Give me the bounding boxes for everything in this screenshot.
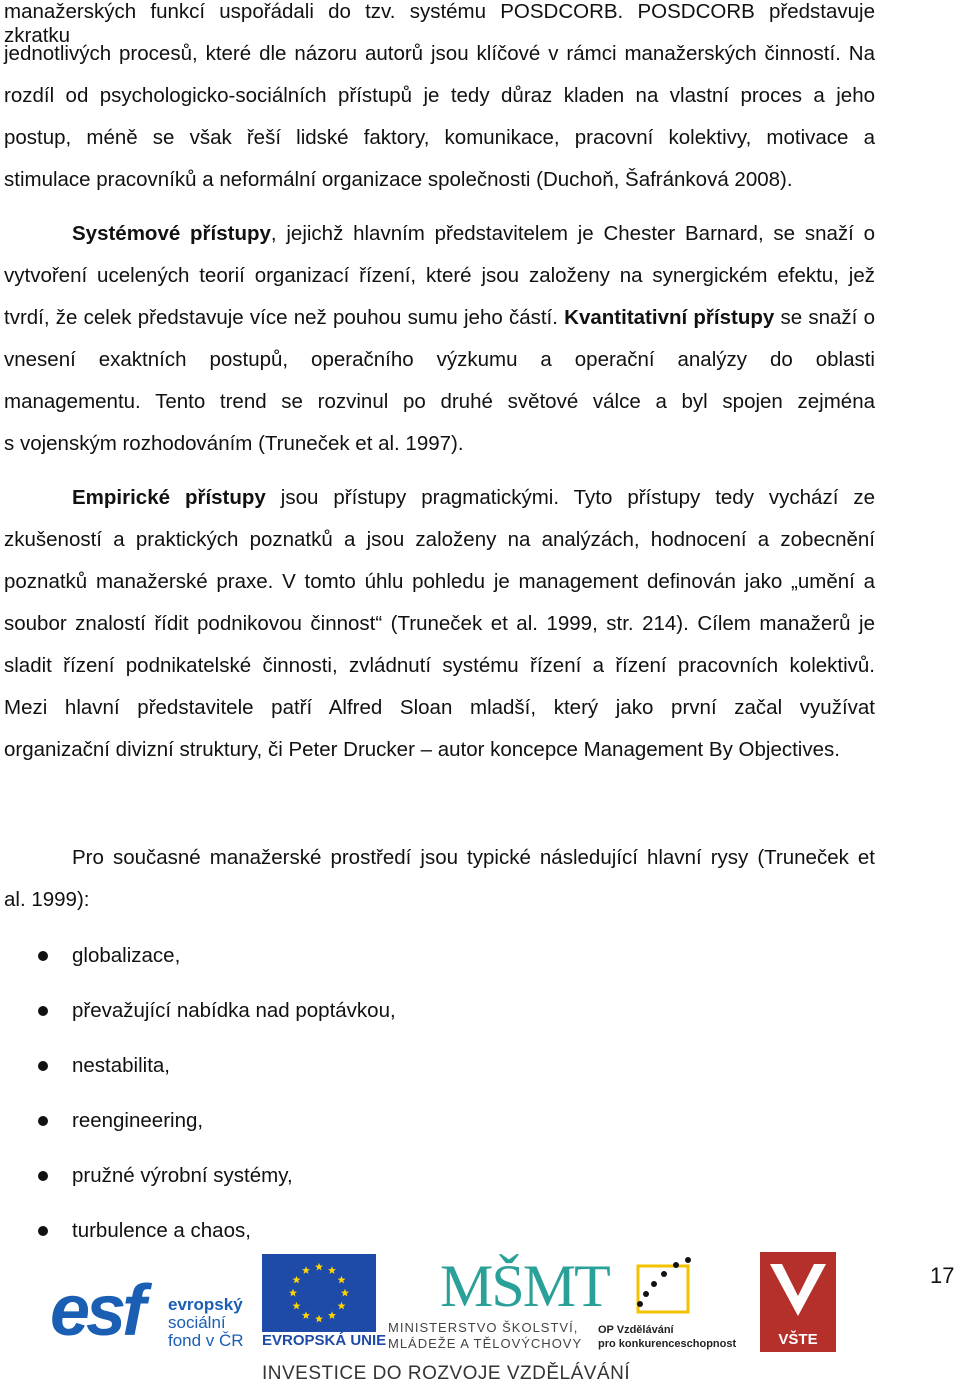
eu-star <box>289 1289 297 1297</box>
page-number: 17 <box>930 1263 955 1288</box>
paragraph-line: vnesení exaktních postupů, operačního výzkumu a operační analýzy do oblasti <box>4 348 875 371</box>
paragraph-line: rozdíl od psychologicko-sociálních přístupů je tedy důraz kladen na vlastní proces a jeho <box>4 84 875 107</box>
eu-star <box>341 1289 349 1297</box>
eu-star <box>338 1302 346 1310</box>
op-vzdelavani-logo: OP Vzdělávání pro konkurenceschopnost <box>598 1252 738 1352</box>
paragraph-line: Empirické přístupy jsou přístupy pragmatickými. Tyto přístupy tedy vychází ze <box>72 486 875 509</box>
paragraph-line: jednotlivých procesů, které dle názoru autorů jsou klíčové v rámci manažerských činností. Na <box>4 42 875 65</box>
eu-star <box>302 1311 310 1319</box>
bullet-icon <box>38 951 48 961</box>
bullet-icon <box>38 1171 48 1181</box>
paragraph-line: soubor znalostí řídit podnikovou činnost“ (Truneček et al. 1999, str. 214). Cílem manažerů je <box>4 612 875 635</box>
paragraph-line: postup, méně se však řeší lidské faktory, komunikace, pracovní kolektivy, motivace a <box>4 126 875 149</box>
bullet-icon <box>38 1061 48 1071</box>
term-systemove-pristupy: Systémové přístupy <box>72 222 271 245</box>
paragraph-line: poznatků manažerské praxe. V tomto úhlu pohledu je management definován jako „umění a <box>4 570 875 593</box>
eu-star <box>328 1311 336 1319</box>
eu-star <box>315 1315 323 1323</box>
paragraph-line: Mezi hlavní představitele patří Alfred Sloan mladší, který jako první začal využívat <box>4 696 875 719</box>
paragraph-line: stimulace pracovníků a neformální organizace společnosti (Duchoň, Šafránková 2008). <box>4 168 793 191</box>
op-dotted-square-icon <box>626 1252 706 1322</box>
paragraph-line: sladit řízení podnikatelské činnosti, zvládnutí systému řízení a řízení pracovních kolektivů. <box>4 654 875 677</box>
investice-slogan: INVESTICE DO ROZVOJE VZDĚLÁVÁNÍ <box>262 1363 631 1384</box>
eu-star <box>302 1266 310 1274</box>
eu-star <box>292 1302 300 1310</box>
eu-flag-logo <box>262 1254 376 1332</box>
eu-star <box>338 1276 346 1284</box>
eu-star <box>315 1263 323 1271</box>
paragraph-line: tvrdí, že celek představuje více než pouhou sumu jeho částí. Kvantitativní přístupy se snaží o <box>4 306 875 329</box>
bullet-icon <box>38 1006 48 1016</box>
msmt-logo: MŠMT MINISTERSTVO ŠKOLSTVÍ, MLÁDEŽE A TĚLOVÝCHOVY <box>388 1253 609 1351</box>
paragraph-line: s vojenským rozhodováním (Truneček et al. 1997). <box>4 432 464 455</box>
eu-star <box>292 1276 300 1284</box>
paragraph-line: managementu. Tento trend se rozvinul po druhé světové válce a byl spojen zejména <box>4 390 875 413</box>
paragraph-line: al. 1999): <box>4 888 90 911</box>
paragraph-line: organizační divizní struktury, či Peter Drucker – autor koncepce Management By Objectives. <box>4 738 840 761</box>
paragraph-line: zkušeností a praktických poznatků a jsou založeny na analýzách, hodnocení a zobecnění <box>4 528 875 551</box>
bullet-icon <box>38 1116 48 1126</box>
esf-logo: esf evropský sociální fond v ČR <box>50 1271 244 1351</box>
term-empiricke-pristupy: Empirické přístupy <box>72 486 266 509</box>
bullet-icon <box>38 1226 48 1236</box>
eu-star <box>328 1266 336 1274</box>
vste-emblem-icon <box>760 1256 836 1326</box>
vste-logo: VŠTE <box>760 1252 836 1352</box>
paragraph-line: manažerských funkcí uspořádali do tzv. systému POSDCORB. POSDCORB představuje zkratku <box>4 0 875 47</box>
term-kvantitativni-pristupy: Kvantitativní přístupy <box>564 306 775 329</box>
paragraph-line: Systémové přístupy, jejichž hlavním představitelem je Chester Barnard, se snaží o <box>72 222 875 245</box>
eu-stars-icon <box>262 1254 376 1332</box>
paragraph-line: vytvoření ucelených teorií organizací řízení, které jsou založeny na synergickém efektu, jež <box>4 264 875 287</box>
eu-label: EVROPSKÁ UNIE <box>262 1332 387 1349</box>
paragraph-line: Pro současné manažerské prostředí jsou typické následující hlavní rysy (Truneček et <box>72 846 875 869</box>
